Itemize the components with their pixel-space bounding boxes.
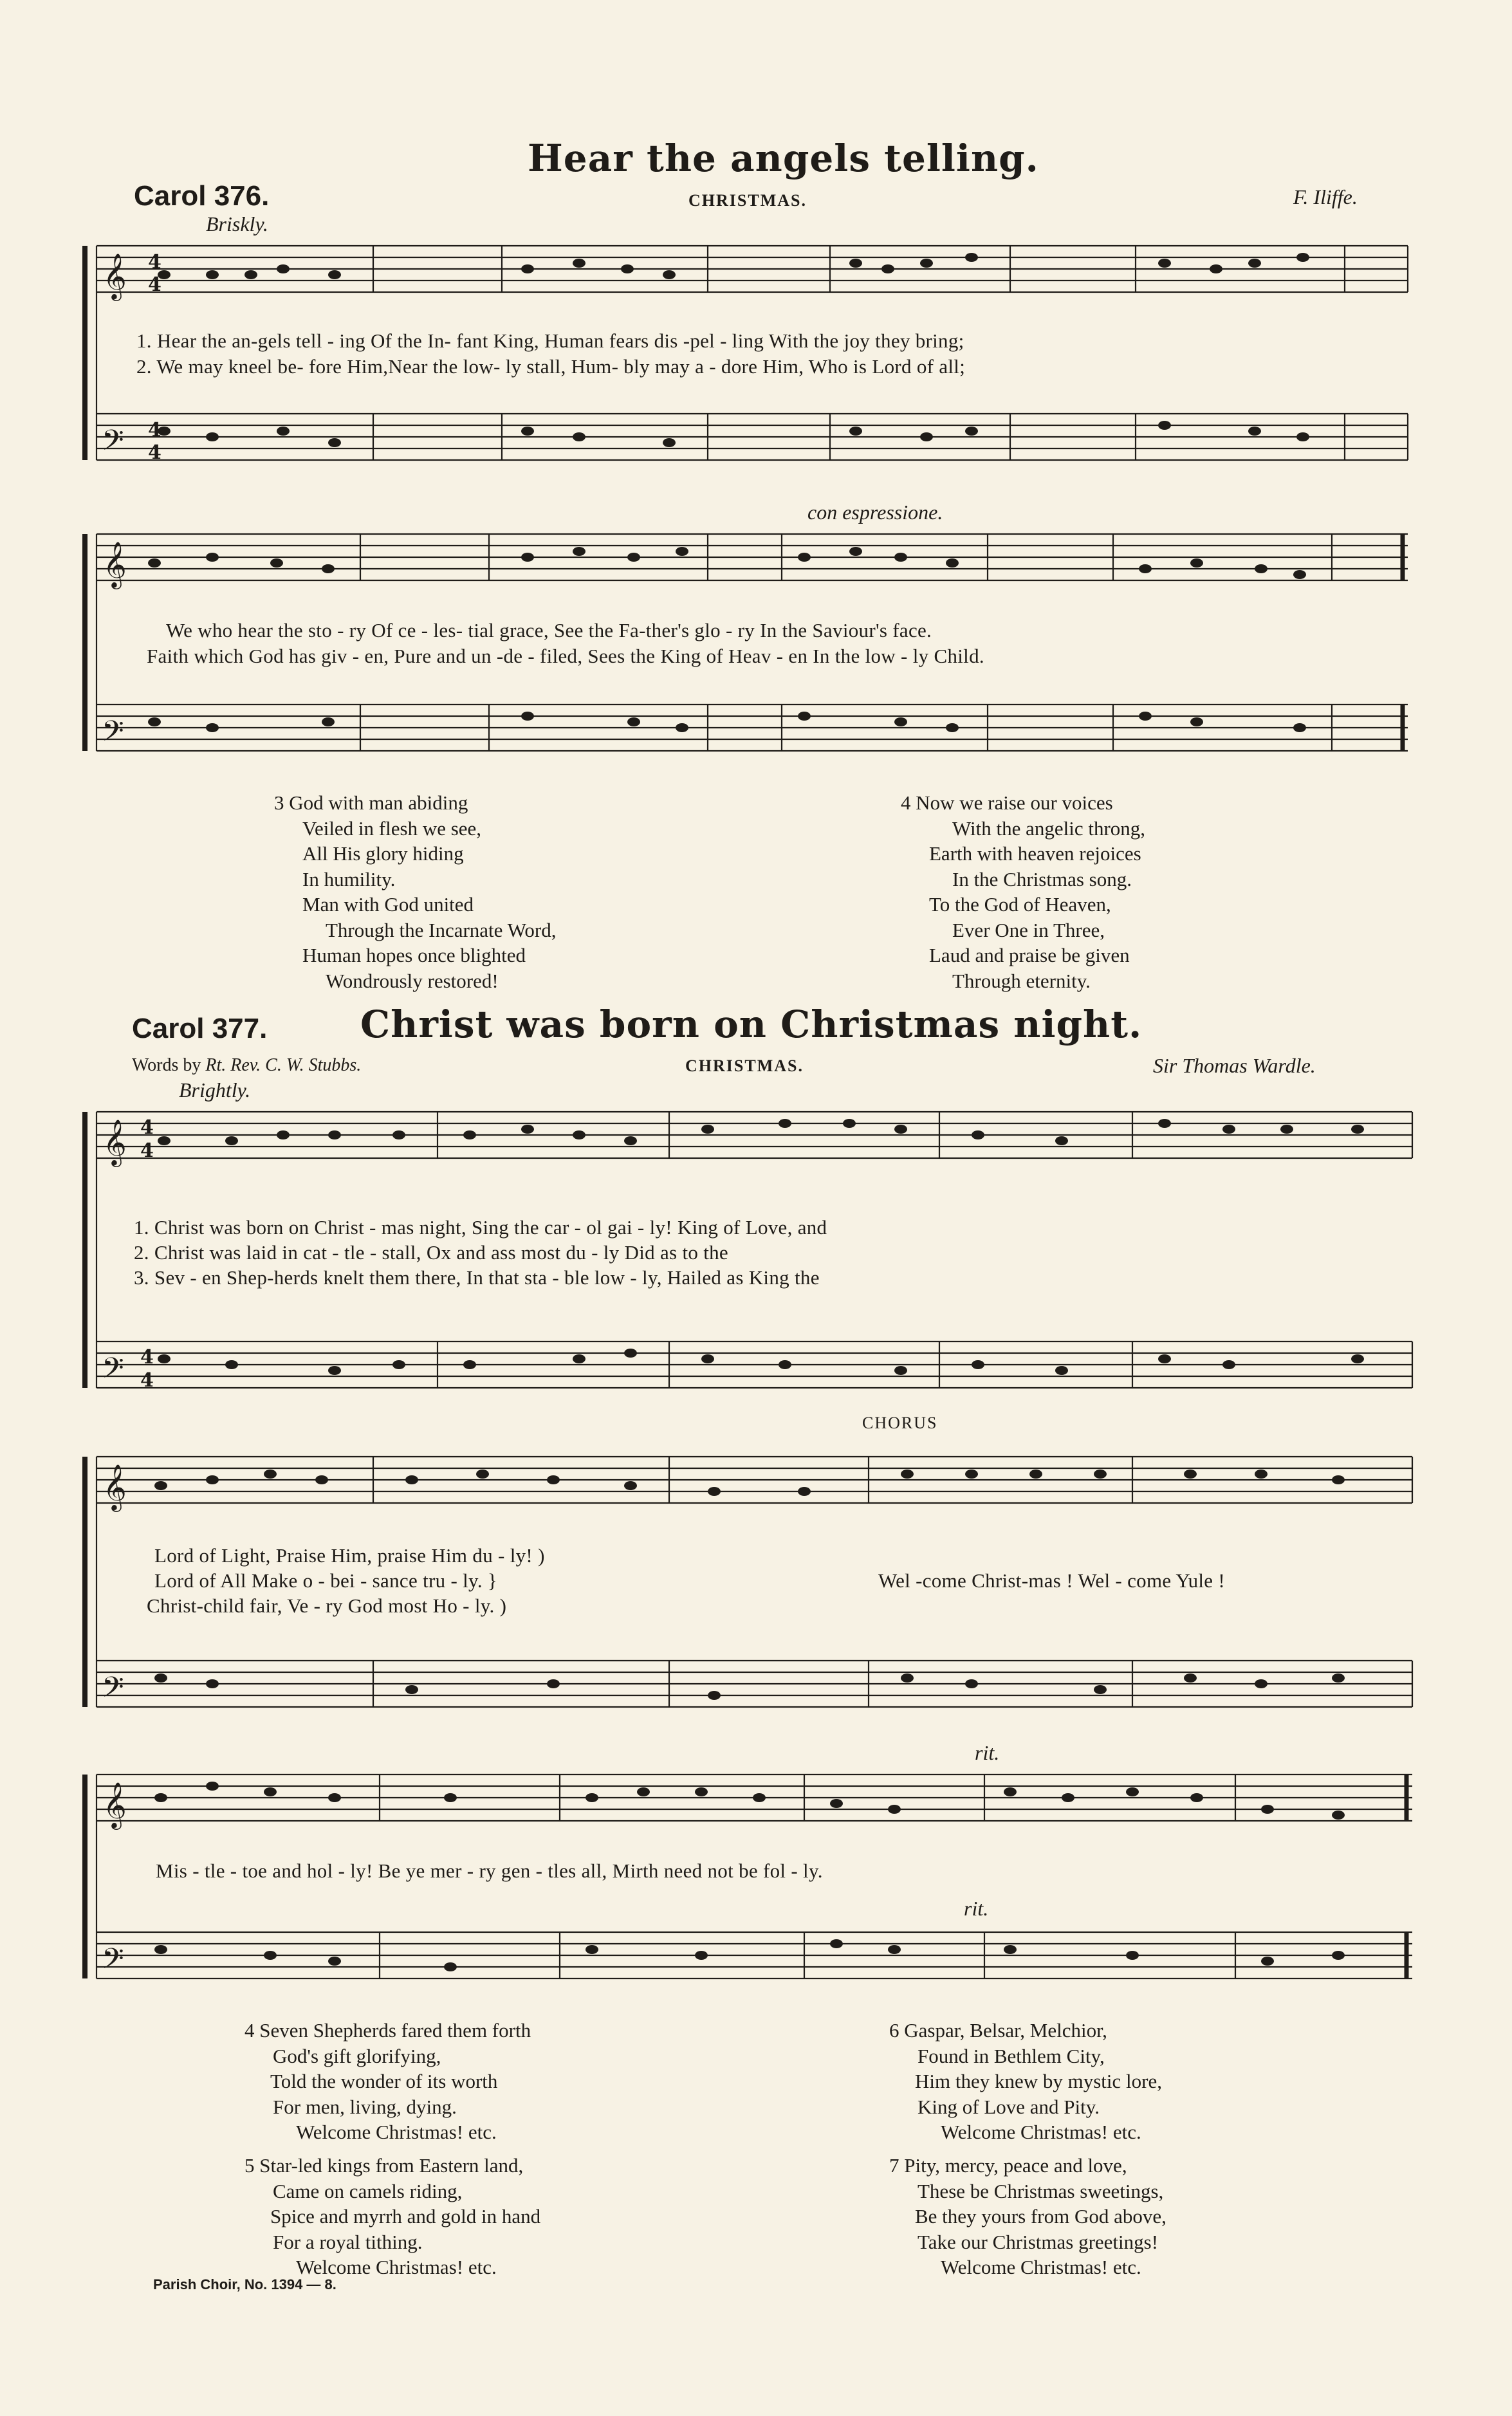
svg-text:𝄢: 𝄢 [102,714,124,755]
carol-377-sys3-line1: Mis - tle - toe and hol - ly! Be ye mer - ry gen - tles all, Mirth need not be fol - ly. [156,1859,823,1882]
svg-text:𝄢: 𝄢 [102,1670,124,1711]
carol-377-verse-5: 5 Star-led kings from Eastern land, Came on camels riding, Spice and myrrh and gold in hand For a royal tithing. Welcome Christmas! etc. [244,2154,541,2278]
svg-text:4: 4 [140,1369,154,1392]
svg-text:𝄞: 𝄞 [103,540,127,587]
svg-text:4: 4 [148,419,161,441]
carol-376-expression: con espressione. [807,501,943,524]
svg-text:4: 4 [140,1139,154,1162]
footer-parish-choir: Parish Choir, No. 1394 — 8. [153,2276,337,2292]
carol-377-season: CHRISTMAS. [685,1056,804,1075]
svg-text:4: 4 [140,1116,154,1139]
svg-text:4: 4 [148,251,161,273]
svg-text:𝄞: 𝄞 [103,1781,127,1828]
words-prefix: Words by [132,1055,206,1075]
carol-377-composer: Sir Thomas Wardle. [1153,1054,1316,1077]
carol-377-verse-4: 4 Seven Shepherds fared them forth God's gift glorifying, Told the wonder of its worth For men, living, dying. Welcome Christmas! etc. [244,2019,531,2143]
carol-377-verse-7: 7 Pity, mercy, peace and love, These be Christmas sweetings, Be they yours from God above, Take our Christmas greetings! Welcome Christmas! etc. [889,2154,1166,2278]
carol-377-sys1-line1: 1. Christ was born on Christ - mas night, Sing the car - ol gai - ly! King of Love, and [134,1216,827,1239]
carol-376-verse-3: 3 God with man abiding Veiled in flesh we see, All His glory hiding In humility. Man with God united Through the Incarnate Word, Human hopes once blighted Wondrously restored! [274,791,557,992]
carol-377-sys2-line3: Christ-child fair, Ve - ry God most Ho - ly. ) [147,1594,507,1617]
carol-376-sys1-line2: 2. We may kneel be- fore Him,Near the low- ly stall, Hum- bly may a - dore Him, Who is Lord of all; [136,355,966,378]
carol-377-rit-lower: rit. [964,1897,989,1920]
svg-text:𝄢: 𝄢 [102,423,124,464]
carol-376-number: Carol 376. [134,180,270,212]
carol-376-sys2-line2: Faith which God has giv - en, Pure and un -de - filed, Sees the King of Heav - en In the low - ly Child. [147,645,984,667]
carol-376-title: Hear the angels telling. [528,136,1039,180]
carol-376-verse-4: 4 Now we raise our voices With the angelic throng, Earth with heaven rejoices In the Christmas song. To the God of Heaven, Ever One in Three, Laud and praise be given Through eternity. [901,791,1146,992]
carol-377-sys2-line2: Lord of All Make o - bei - sance tru - ly. } [154,1569,498,1592]
carol-377-verse-6: 6 Gaspar, Belsar, Melchior, Found in Bethlem City, Him they knew by mystic lore, King of Love and Pity. Welcome Christmas! etc. [889,2019,1162,2143]
carol-376-composer: F. Iliffe. [1293,185,1358,208]
carol-377-chorus-label: CHORUS [862,1414,938,1432]
svg-text:4: 4 [148,441,161,464]
svg-text:4: 4 [148,273,161,296]
carol-376-season: CHRISTMAS. [688,191,807,210]
carol-377-number: Carol 377. [132,1013,268,1044]
svg-text:𝄞: 𝄞 [103,252,127,299]
carol-377-sys1-line2: 2. Christ was laid in cat - tle - stall, Ox and ass most du - ly Did as to the [134,1241,728,1264]
carol-377-title: Christ was born on Christmas night. [360,1002,1143,1046]
svg-text:𝄞: 𝄞 [103,1463,127,1510]
carol-376-sys1-line1: 1. Hear the an-gels tell - ing Of the In- fant King, Human fears dis -pel - ling With the joy they bring; [136,329,964,352]
svg-text:𝄢: 𝄢 [102,1942,124,1982]
svg-text:𝄞: 𝄞 [103,1118,127,1165]
carol-376-sys2-line1: We who hear the sto - ry Of ce - les- tial grace, See the Fa-ther's glo - ry In the Saviour's face. [166,619,932,641]
carol-377-tempo: Brightly. [179,1078,251,1102]
svg-text:4: 4 [140,1346,154,1369]
carol-377-chorus-lyric: Wel -come Christ-mas ! Wel - come Yule ! [878,1569,1226,1592]
words-author: Rt. Rev. C. W. Stubbs. [205,1055,362,1075]
carol-377-sys2-line1: Lord of Light, Praise Him, praise Him du - ly! ) [154,1544,545,1567]
svg-text:𝄢: 𝄢 [102,1351,124,1392]
carol-377-rit-upper: rit. [975,1741,1000,1764]
carol-376-tempo: Briskly. [206,212,268,235]
carol-377-sys1-line3: 3. Sev - en Shep-herds knelt them there, In that sta - ble low - ly, Hailed as King the [134,1266,820,1289]
